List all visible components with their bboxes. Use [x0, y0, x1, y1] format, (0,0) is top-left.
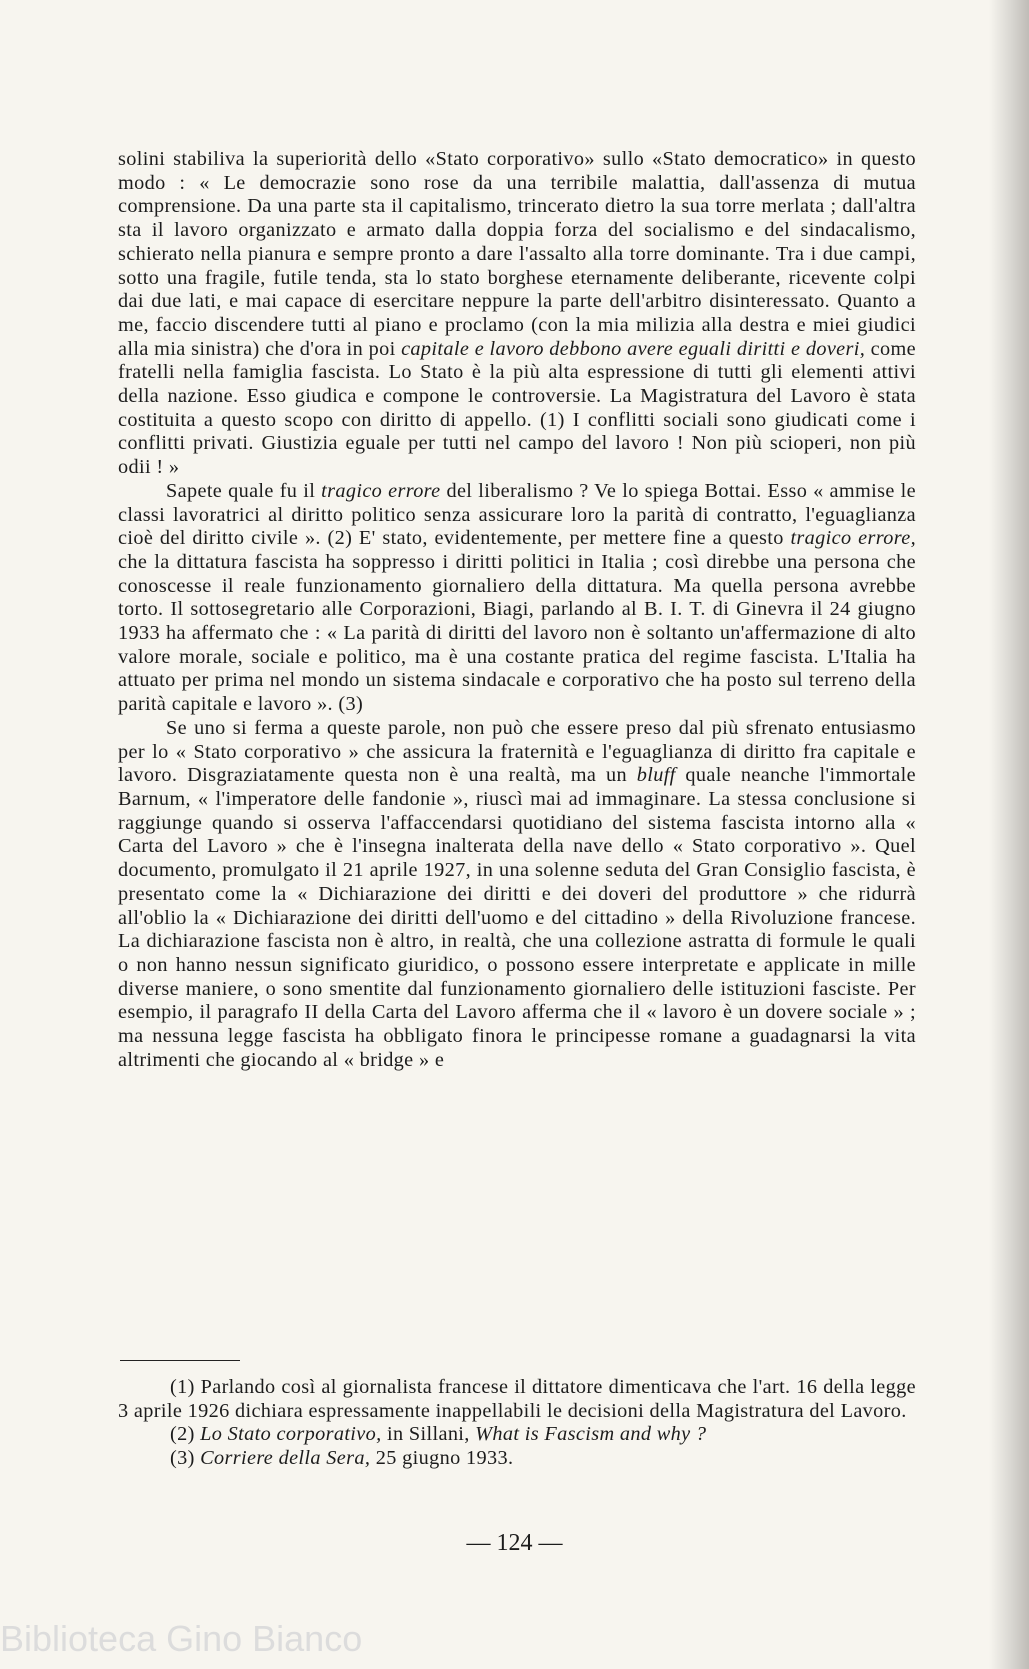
footnote-2-mid: in Sillani,	[381, 1423, 476, 1446]
page-number: — 124 —	[466, 1530, 563, 1556]
paragraph-1	[118, 148, 916, 480]
footnote-1: (1) Parlando così al giornalista francese il dittatore dimenticava che l'art. 16 della legge 3 aprile 1926 dichiara espressamente inappellabili le decisioni della Magistratura del Lavoro.	[118, 1376, 916, 1422]
paragraph-1-italic: capitale e lavoro debbono avere eguali diritti e doveri,	[401, 337, 866, 360]
binding-shadow	[989, 0, 1029, 1669]
footnote-3	[118, 1447, 916, 1471]
paragraph-2-text-b: del liberalismo ? Ve lo spiega Bottai. Esso « ammise le classi lavoratrici al diritto politico senza assicurare loro la parità di contratto, l'eguaglianza cioè del diritto civile ». (2) E' stato, evidentemente, per mettere fine a questo	[118, 479, 917, 550]
paragraph-1-text-b: come fratelli nella famiglia fascista. Lo Stato è la più alta espressione di tutti gli elementi attivi della nazione. Esso giudica e compone le controversie. La Magistratura del Lavoro è stata costituita a questo scopo con diritto di appello. (1) I conflitti sociali sono giudicati come i conflitti privati. Giustizia eguale per tutti nel campo del lavoro ! Non più scioperi, non più odii ! »	[118, 337, 916, 479]
footnote-3-number: (3)	[170, 1447, 201, 1470]
paragraph-1-text-a: solini stabiliva la superiorità dello «Stato corporativo» sullo «Stato democratico» in questo modo : « Le democrazie sono rose da una terribile malattia, dall'assenza di mutua comprensione. Da una parte sta il capitalismo, trincerato dietro la sua torre merlata ; dall'altra sta il lavoro organizzato e armato dalla doppia forza del socialismo e del sindacalismo, schierato nella pianura e sempre pronto a dare l'assalto alla torre dominante. Tra i due campi, sotto una fragile, futile tenda, sta lo stato borghese eternamente deliberante, ricevente colpi dai due lati, e mai capace di esercitare neppure la parte dell'arbitro disinteressato. Quanto a me, faccio discendere tutti al piano e proclamo (con la mia milizia alla destra e miei giudici alla mia sinistra) che d'ora in poi	[118, 148, 916, 360]
paragraph-3-italic: bluff	[636, 764, 676, 787]
paragraph-2-text-a: Sapete quale fu il	[166, 479, 322, 502]
main-text	[118, 148, 916, 1072]
paragraph-2-italic-1: tragico errore	[321, 479, 441, 502]
footnote-2	[118, 1423, 916, 1447]
paragraph-2-italic-2: tragico errore,	[790, 527, 916, 550]
footnote-rule	[120, 1360, 240, 1361]
paragraph-3	[118, 717, 916, 1073]
paragraph-2	[118, 480, 916, 717]
footnotes	[118, 1376, 916, 1471]
footnote-2-title: Lo Stato corporativo,	[200, 1423, 382, 1446]
watermark: Biblioteca Gino Bianco	[0, 1618, 363, 1659]
footnote-2-source: What is Fascism and why ?	[475, 1423, 707, 1446]
footnote-2-number: (2)	[170, 1423, 201, 1446]
paragraph-3-text-a: Se uno si ferma a queste parole, non può che essere preso dal più sfrenato entusiasmo per lo « Stato corporativo » che assicura la fraternità e l'eguaglianza di diritto fra capitale e lavoro. Disgraziatamente questa non è una realtà, ma un	[118, 716, 916, 787]
paragraph-3-text-b: quale neanche l'immortale Barnum, « l'imperatore delle fandonie », riuscì mai ad immaginare. La stessa conclusione si raggiunge quando si osserva l'affaccendarsi quotidiano del sistema fascista intorno alla « Carta del Lavoro » che è l'insegna inalterata della nave dello « Stato corporativo ». Quel documento, promulgato il 21 aprile 1927, in una solenne seduta del Gran Consiglio fascista, è presentato come la « Dichiarazione dei diritti e dei doveri del produttore » che ridurrà all'oblio la « Dichiarazione dei diritti dell'uomo e del cittadino » della Rivoluzione francese. La dichiarazione fascista non è altro, in realtà, che una collezione astratta di formule le quali o non hanno nessun significato giuridico, o possono essere interpretate e applicate in mille diverse maniere, o sono smentite dal funzionamento giornaliero delle istituzioni fasciste. Per esempio, il paragrafo II della Carta del Lavoro afferma che il « lavoro è un dovere sociale » ; ma nessuna legge fascista ha obbligato finora le principesse romane a guadagnarsi la vita altrimenti che giocando al « bridge » e	[118, 764, 916, 1071]
footnote-3-source: Corriere della Sera,	[200, 1447, 371, 1470]
footnote-3-date: 25 giugno 1933.	[370, 1447, 514, 1470]
paragraph-2-text-c: che la dittatura fascista ha soppresso i diritti politici in Italia ; così direbbe una persona che conoscesse il reale funzionamento giornaliero della dittatura. Ma quella persona avrebbe torto. Il sottosegretario alle Corporazioni, Biagi, parlando al B. I. T. di Ginevra il 24 giugno 1933 ha affermato che : « La parità di diritti del lavoro non è soltanto un'affermazione di alto valore morale, sociale e politico, ma è una costante pratica del regime fascista. L'Italia ha attuato per prima nel mondo un sistema sindacale e corporativo che ha posto sul terreno della parità capitale e lavoro ». (3)	[118, 550, 916, 716]
